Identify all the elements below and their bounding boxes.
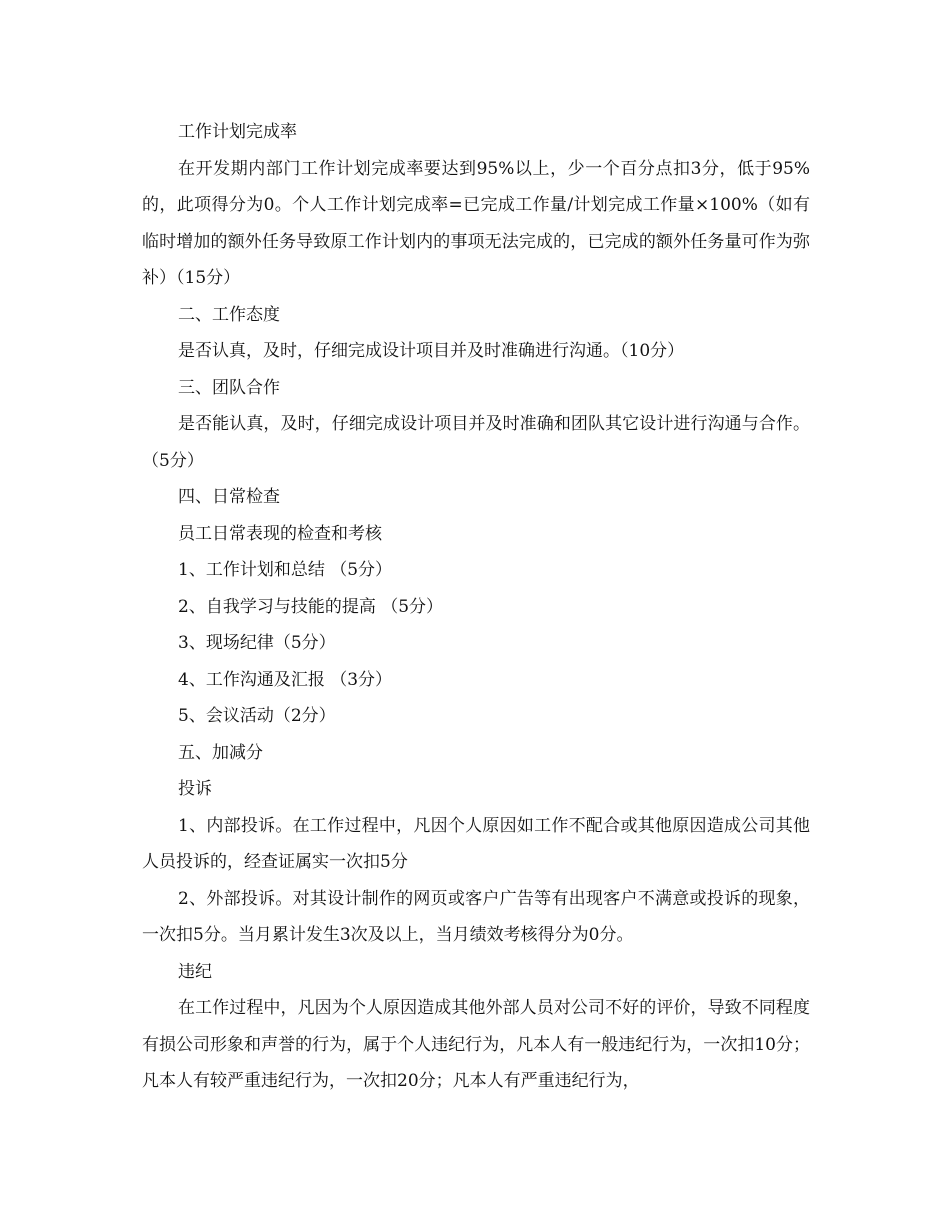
document-body [142, 114, 810, 1100]
paragraph-daily-check-intro: 员工日常表现的检查和考核 [178, 523, 382, 544]
list-item-communication-report: 4、工作沟通及汇报 （3分） [178, 669, 393, 690]
paragraph-plan-completion-rule: 在开发期内部门工作计划完成率要达到95%以上，少一个百分点扣3分，低于95%的，此项得分为0。个人工作计划完成率=已完成工作量/计划完成工作量×100%（如有临时增加的额外任务导致原工作计划内的事项无法完成的，已完成的额外任务量可作为弥补）（15分） [142, 158, 810, 288]
section-heading-daily-check: 四、日常检查 [178, 487, 280, 507]
section-heading-plan-completion: 工作计划完成率 [178, 122, 297, 142]
list-item-site-discipline: 3、现场纪律（5分） [178, 633, 336, 653]
paragraph-external-complaint: 2、外部投诉。对其设计制作的网页或客户广告等有出现客户不满意或投诉的现象，一次扣5分。当月累计发生3次及以上，当月绩效考核得分为0分。 [142, 888, 810, 945]
subheading-violations: 违纪 [178, 961, 212, 982]
paragraph-work-attitude: 是否认真，及时，仔细完成设计项目并及时准确进行沟通。（10分） [178, 341, 685, 361]
section-heading-teamwork: 三、团队合作 [178, 377, 280, 398]
paragraph-violations: 在工作过程中，凡因为个人原因造成其他外部人员对公司不好的评价，导致不同程度有损公司形象和声誉的行为，属于个人违纪行为，凡本人有一般违纪行为，一次扣10分；凡本人有较严重违纪行为，一次扣20分；凡本人有严重违纪行为， [142, 998, 810, 1091]
section-heading-work-attitude: 二、工作态度 [178, 304, 280, 325]
section-heading-bonus-penalty: 五、加减分 [178, 742, 263, 763]
paragraph-internal-complaint: 1、内部投诉。在工作过程中，凡因个人原因如工作不配合或其他原因造成公司其他人员投诉的，经查证属实一次扣5分 [142, 815, 810, 872]
list-item-self-learning: 2、自我学习与技能的提高 （5分） [178, 596, 444, 617]
subheading-complaints: 投诉 [178, 779, 212, 799]
paragraph-teamwork: 是否能认真，及时，仔细完成设计项目并及时准确和团队其它设计进行沟通与合作。（5分） [142, 414, 810, 471]
list-item-plan-summary: 1、工作计划和总结 （5分） [178, 560, 393, 580]
list-item-meeting-activity: 5、会议活动（2分） [178, 706, 336, 726]
